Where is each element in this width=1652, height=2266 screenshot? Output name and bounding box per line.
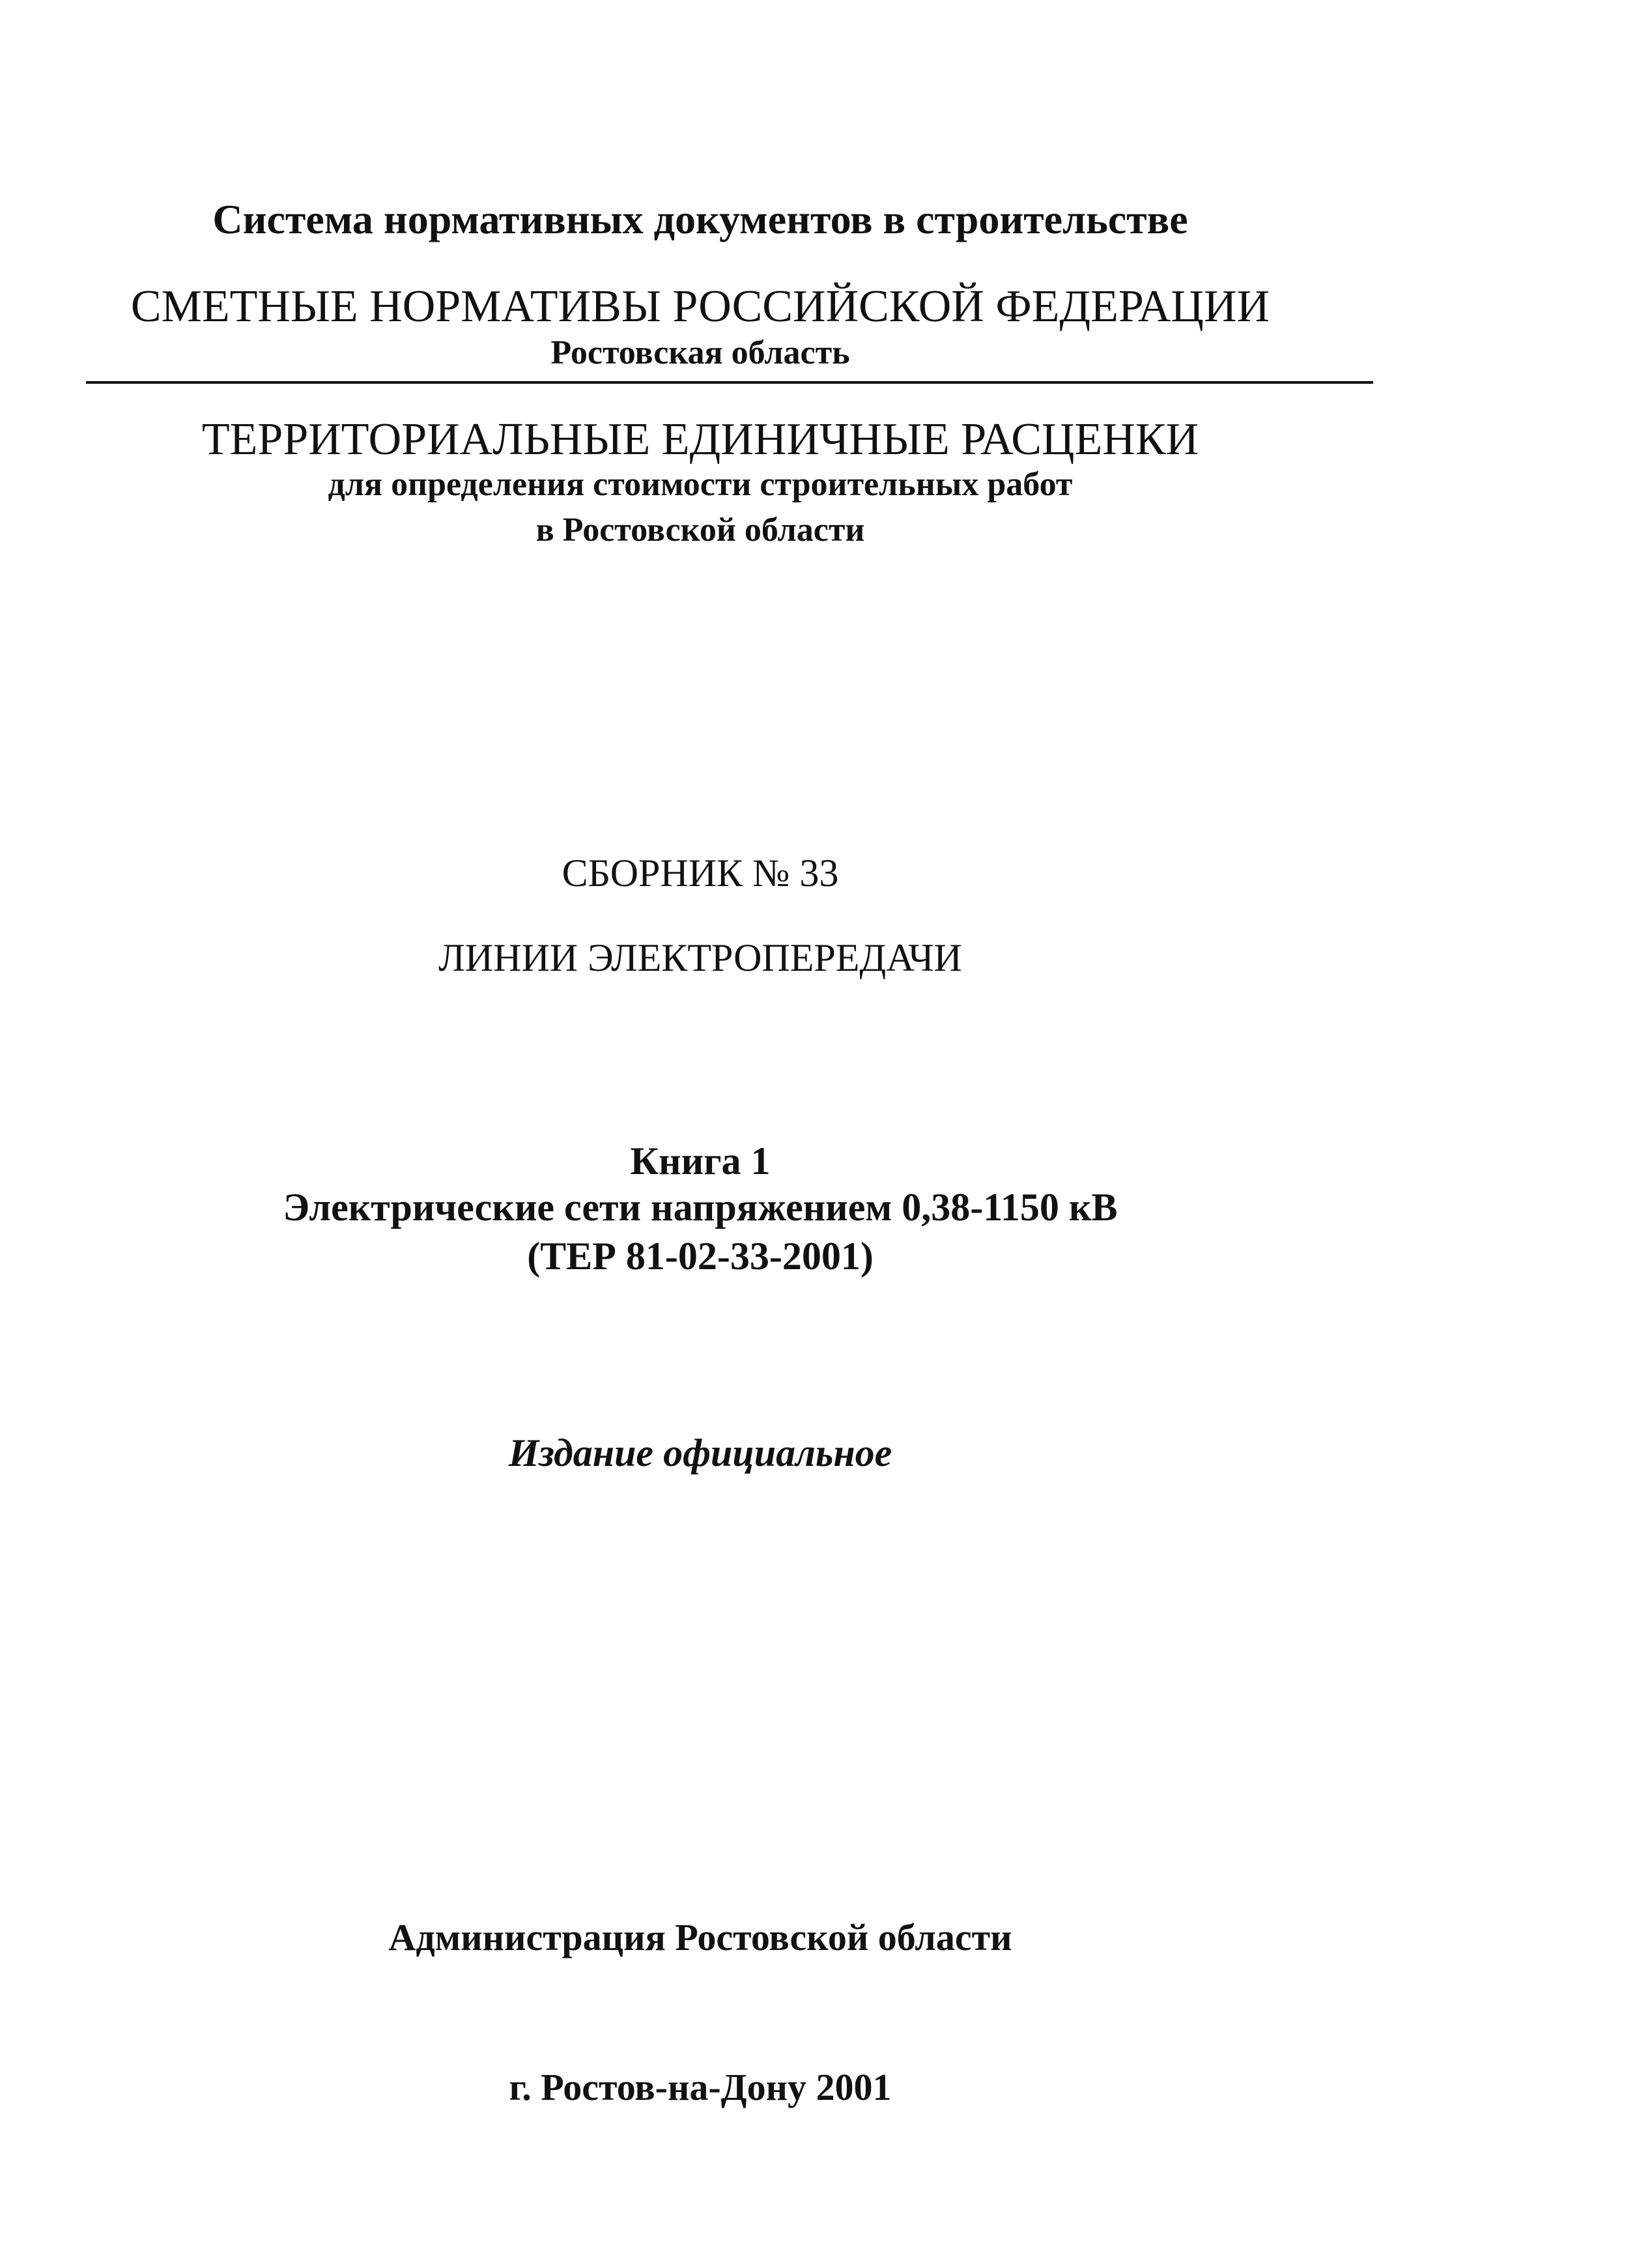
- system-line: Система нормативных документов в строительстве: [212, 196, 1188, 242]
- subtitle-line-1: для определения стоимости строительных работ: [328, 466, 1073, 503]
- norms-line: СМЕТНЫЕ НОРМАТИВЫ РОССИЙСКОЙ ФЕДЕРАЦИИ: [130, 281, 1270, 332]
- collection-number: СБОРНИК № 33: [562, 852, 839, 895]
- main-title: ТЕРРИТОРИАЛЬНЫЕ ЕДИНИЧНЫЕ РАСЦЕНКИ: [201, 414, 1199, 465]
- subtitle-line-2: в Ростовской области: [535, 511, 865, 549]
- book-code: (ТЕР 81-02-33-2001): [527, 1235, 874, 1278]
- edition-line: Издание официальное: [508, 1431, 892, 1474]
- collection-name: ЛИНИИ ЭЛЕКТРОПЕРЕДАЧИ: [438, 936, 962, 979]
- region-line: Ростовская область: [550, 334, 850, 371]
- book-description: Электрические сети напряжением 0,38-1150 кВ: [283, 1186, 1118, 1229]
- header-divider: [86, 381, 1373, 384]
- place-year-line: г. Ростов-на-Дону 2001: [509, 2066, 892, 2108]
- publisher-line: Администрация Ростовской области: [388, 1916, 1012, 1958]
- book-label: Книга 1: [630, 1140, 771, 1183]
